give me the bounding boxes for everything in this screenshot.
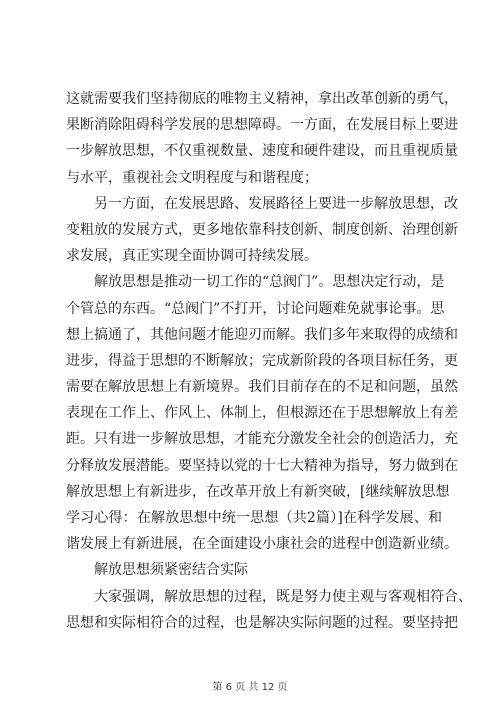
text-line: 大家强调，解放思想的过程，既是努力使主观与客观相符合、 [94,588,472,605]
page-footer: 第 6 页 共 12 页 [212,682,288,693]
text-line: 学习心得：在解放思想中统一思想（共2篇）]在科学发展、和 [66,510,442,526]
text-line: 解放思想是推动一切工作的“总阀门”。思想决定行动，是 [94,274,445,291]
document-body [66,86,472,636]
paragraph-2 [66,191,458,270]
text-line: 表现在工作上、作风上、体制上，但根源还在于思想解放上有差 [66,405,458,422]
text-line: 距。只有进一步解放思想，才能充分激发全社会的创造活力，充 [66,431,458,448]
text-line: 进步，得益于思想的不断解放；完成新阶段的各项目标任务，更 [66,352,458,369]
text-line: 需要在解放思想上有新境界。我们目前存在的不足和问题，虽然 [66,379,458,396]
paragraph-1 [66,86,458,191]
paragraph-4 [66,584,472,636]
text-line: 一步解放思想，不仅重视数量、速度和硬件建设，而且重视质量 [66,143,458,160]
text-line: 求发展，真正实现全面协调可持续发展。 [66,248,318,265]
text-line: 想上搞通了，其他问题才能迎刃而解。我们多年来取得的成绩和 [66,326,458,343]
text-line: 解放思想上有新进步，在改革开放上有新突破，[继续解放思想 [66,483,450,500]
text-line: 与水平，重视社会文明程度与和谐程度； [66,169,318,186]
paragraph-3 [66,269,458,557]
text-line: 谐发展上有新进展，在全面建设小康社会的进程中创造新业绩。 [66,536,458,553]
text-line: 解放思想须紧密结合实际 [94,562,248,579]
text-line: 个管总的东西。“总阀门”不打开，讨论问题难免就事论事。思 [66,300,445,317]
text-line: 思想和实际相符合的过程，也是解决实际问题的过程。要坚持把 [66,614,458,631]
text-line: 变粗放的发展方式，更多地依靠科技创新、制度创新、治理创新 [66,221,458,238]
text-line: 分释放发展潜能。要坚持以党的十七大精神为指导，努力做到在 [66,457,458,474]
text-line: 这就需要我们坚持彻底的唯物主义精神，拿出改革创新的勇气， [66,91,458,107]
text-line: 另一方面，在发展思路、发展路径上要进一步解放思想，改 [94,195,458,212]
section-heading [66,557,442,583]
text-line: 果断消除阻碍科学发展的思想障碍。一方面，在发展目标上要进 [66,117,458,134]
